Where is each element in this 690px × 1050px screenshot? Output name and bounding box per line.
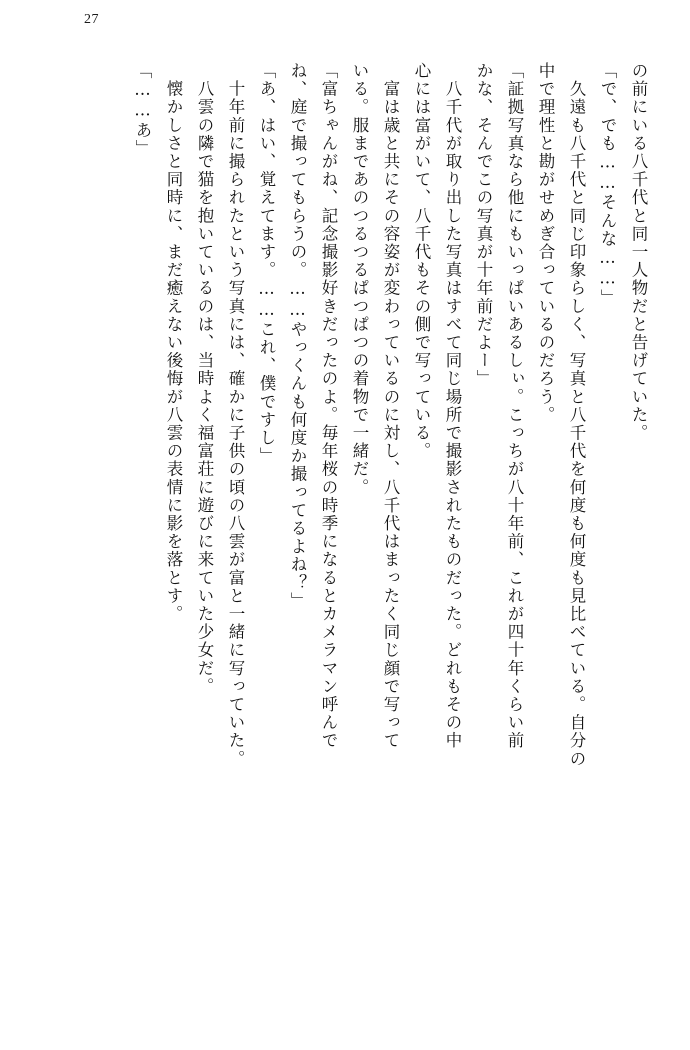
text-column: 「あ、はい、覚えてます。……これ、僕ですし」 bbox=[257, 62, 276, 466]
text-column: 「で、でも……そんな……」 bbox=[598, 62, 617, 308]
text-column: ね、庭で撮ってもらうの。……やっくんも何度か撮ってるよね？」 bbox=[288, 62, 307, 610]
text-column: 「富ちゃんがね、記念撮影好きだったのよ。毎年桜の時季になるとカメラマン呼んで bbox=[319, 62, 338, 750]
text-column: 「証拠写真なら他にもいっぱいあるしぃ。こっちが八十年前、これが四十年くらい前 bbox=[505, 62, 524, 750]
text-column: 八千代が取り出した写真はすべて同じ場所で撮影されたものだった。どれもその中 bbox=[443, 62, 462, 750]
text-column: 「……あ」 bbox=[133, 62, 152, 158]
text-column: 懐かしさと同時に、まだ癒えない後悔が八雲の表情に影を落とす。 bbox=[164, 62, 183, 624]
text-column: 中で理性と勘がせめぎ合っているのだろう。 bbox=[536, 62, 555, 424]
text-column: 久遠も八千代と同じ印象らしく、写真と八千代を何度も何度も見比べている。自分の bbox=[567, 62, 586, 768]
text-column: 富は歳と共にその容姿が変わっているのに対し、八千代はまったく同じ顔で写って bbox=[381, 62, 400, 750]
text-column: かな、そんでこの写真が十年前だよー」 bbox=[474, 62, 493, 388]
text-column: 十年前に撮られたという写真には、確かに子供の頃の八雲が富と一緒に写っていた。 bbox=[226, 62, 245, 768]
text-column: 心には富がいて、八千代もその側で写っている。 bbox=[412, 62, 431, 461]
text-column: の前にいる八千代と同一人物だと告げていた。 bbox=[629, 62, 648, 443]
text-column: 八雲の隣で猫を抱いているのは、当時よく福富荘に遊びに来ていた少女だ。 bbox=[195, 62, 214, 696]
body-text-block bbox=[36, 62, 654, 1022]
text-column: いる。服まであのつるつるぱつぱつの着物で一緒だ。 bbox=[350, 62, 369, 497]
page-number: 27 bbox=[84, 12, 99, 27]
